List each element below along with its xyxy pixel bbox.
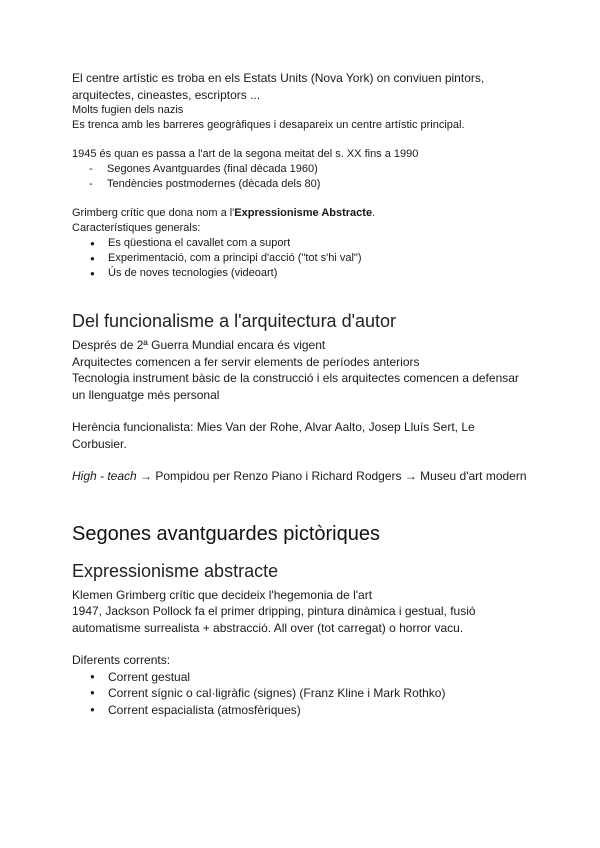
list-item: - Tendències postmodernes (dècada dels 80)	[72, 177, 532, 192]
characteristics-label: Característiques generals:	[72, 222, 201, 234]
section-heading-funcionalisme: Del funcionalisme a l'arquitectura d'autor	[72, 311, 397, 331]
currents-list	[72, 669, 532, 719]
subsection-heading-expressionisme: Expressionisme abstracte	[72, 560, 279, 581]
list-item: ● Es qüestiona el cavallet com a suport	[72, 236, 532, 251]
list-item: ● Ús de noves tecnologies (videoart)	[72, 266, 532, 281]
func-paragraph-3: Tecnologia instrument bàsic de la construcció i els arquitectes comencen a defensar un llenguatge més personal	[72, 371, 519, 402]
hightech-label: High - teach	[72, 469, 137, 483]
intro-line-1: El centre artístic es troba en els Estats Units (Nova York) on conviuen pintors, arquitectes, cineastes, escriptors ...	[72, 71, 485, 102]
intro-line-2: Molts fugien dels nazis	[72, 104, 184, 116]
expr-paragraph-2: 1947, Jackson Pollock fa el primer dripping, pintura dinàmica i gestual, fusió automatisme surrealista + abstracció. All over (tot carregat) o horror vacu.	[72, 604, 476, 635]
func-paragraph-1: Després de 2ª Guerra Mundial encara és vigent	[72, 338, 326, 352]
hightech-rest: → Pompidou per Renzo Piano i Richard Rodgers → Museu d'art modern	[136, 469, 527, 483]
list-item: ● Experimentació, com a principi d'acció ("tot s'hi val")	[72, 251, 532, 266]
intro-line-3: Es trenca amb les barreres geogràfiques i desapareix un centre artístic principal.	[72, 119, 465, 131]
section-title-segones: Segones avantguardes pictòriques	[72, 522, 380, 545]
grimberg-prefix: Grimberg crític que dona nom a l'	[72, 207, 235, 219]
func-paragraph-2: Arquitectes comencen a fer servir elements de períodes anteriors	[72, 354, 420, 369]
document-page	[72, 70, 532, 718]
hightech-paragraph	[72, 468, 532, 485]
grimberg-suffix: .	[372, 207, 376, 219]
heritage-paragraph: Herència funcionalista: Mies Van der Rohe, Alvar Aalto, Josep Lluís Sert, Le Corbusier.	[72, 420, 475, 451]
grimberg-bold-term: Expressionisme Abstracte	[234, 207, 373, 219]
list-item: - Segones Avantguardes (final dècada 1960)	[72, 162, 532, 177]
list-item: ● Corrent gestual	[72, 669, 532, 686]
grimberg-line	[72, 206, 532, 221]
list-item: ● Corrent espacialista (atmosfèriques)	[72, 702, 532, 719]
period-list	[72, 162, 532, 192]
characteristics-list	[72, 236, 532, 281]
expr-paragraph-1: Klemen Grimberg crític que decideix l'hegemonia de l'art	[72, 587, 373, 602]
currents-label: Diferents corrents:	[72, 653, 171, 667]
period-line: 1945 és quan es passa a l'art de la segona meitat del s. XX fins a 1990	[72, 148, 419, 160]
list-item: ● Corrent sígnic o cal·ligràfic (signes) (Franz Kline i Mark Rothko)	[72, 685, 532, 702]
